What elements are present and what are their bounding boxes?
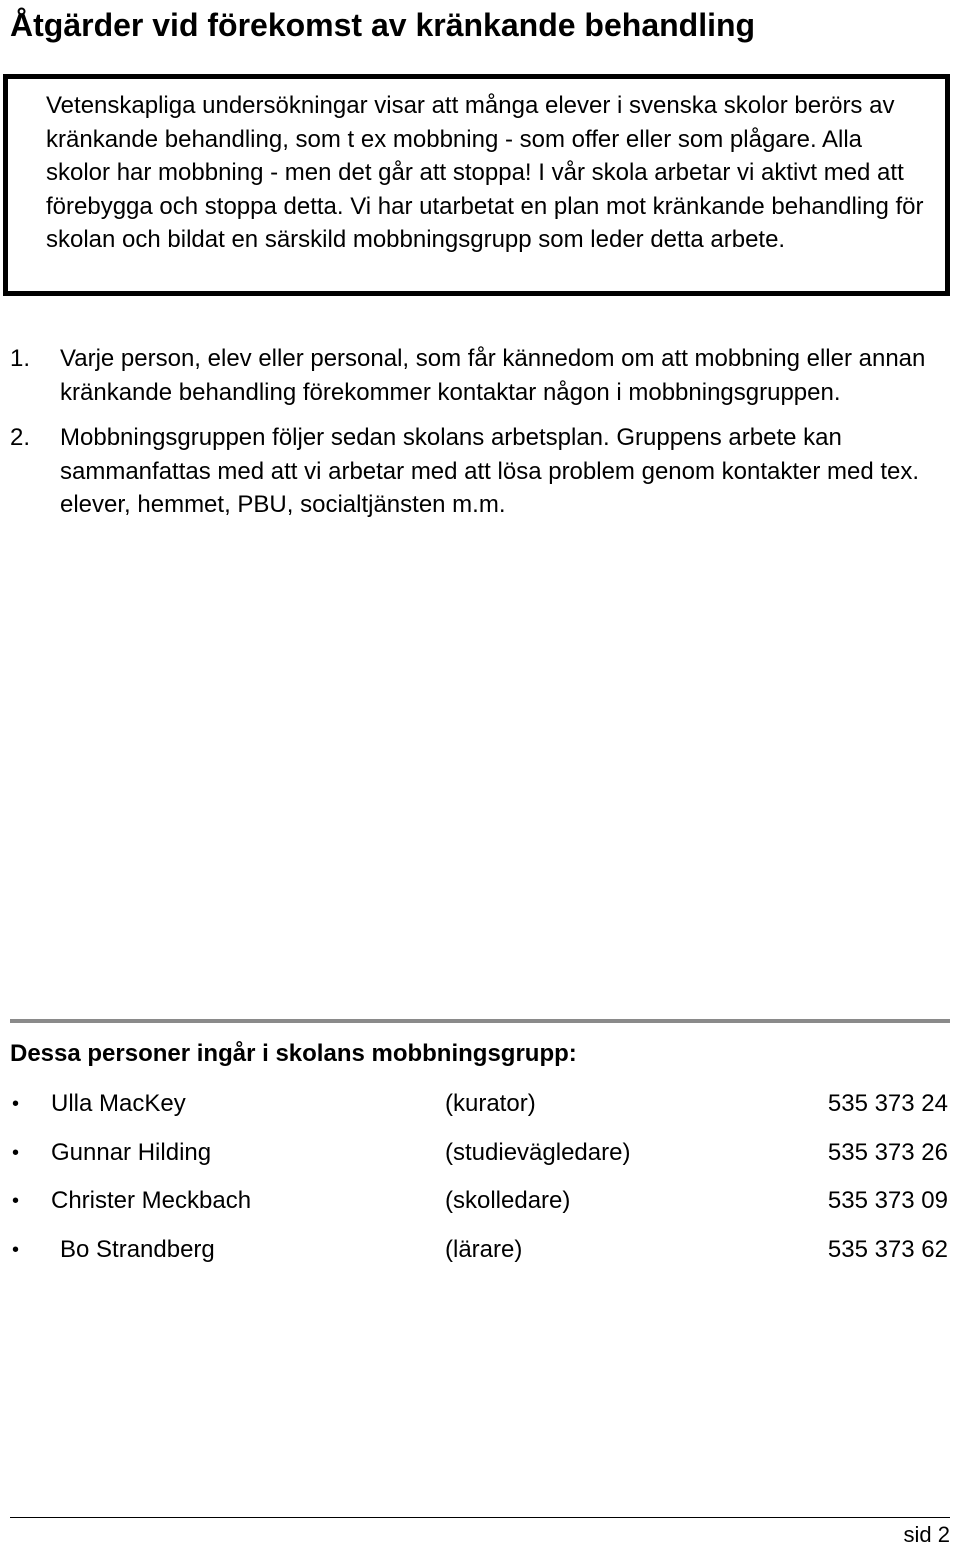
member-role: (skolledare): [445, 1187, 571, 1215]
group-heading: Dessa personer ingår i skolans mobbningsgrupp:: [10, 1040, 577, 1067]
step-text: Varje person, elev eller personal, som får kännedom om att mobbning eller annan kränkande behandling förekommer kontaktar någon i mobbningsgruppen.: [60, 345, 926, 406]
section-divider: [10, 1019, 950, 1023]
member-phone: 535 373 24: [827, 1090, 948, 1117]
member-role: (lärare): [445, 1236, 523, 1264]
member-row: [10, 1231, 950, 1280]
member-phone: 535 373 09: [827, 1187, 948, 1215]
page-title: Åtgärder vid förekomst av kränkande behandling: [10, 7, 756, 43]
step-item: [10, 421, 950, 522]
bullet-icon: •: [12, 1141, 20, 1164]
intro-text: Vetenskapliga undersökningar visar att många elever i svenska skolor berörs av kränkande behandling, som t ex mobbning - som offer eller som plågare. Alla skolor har mobbning - men det går att stoppa! I vår skola arbetar vi aktivt med att förebygga och stoppa detta. Vi har utarbetat en plan mot kränkande behandling för skolan och bildat en särskild mobbningsgrupp som leder detta arbete.: [46, 92, 924, 253]
member-row: [10, 1085, 950, 1134]
bullet-icon: •: [12, 1093, 20, 1115]
member-name: Bo Strandberg: [60, 1236, 215, 1264]
page-number: sid 2: [903, 1522, 950, 1547]
member-row: [10, 1134, 950, 1183]
bullet-icon: •: [12, 1239, 20, 1262]
step-number: 1.: [10, 345, 31, 372]
member-row: [10, 1182, 950, 1231]
footer-divider: [10, 1517, 950, 1518]
member-name: Gunnar Hilding: [51, 1138, 212, 1166]
steps-list: [10, 342, 950, 534]
step-text: Mobbningsgruppen följer sedan skolans arbetsplan. Gruppens arbete kan sammanfattas med att vi arbetar med att lösa problem genom kontakter med tex. elever, hemmet, PBU, socialtjänsten m.m.: [60, 424, 920, 518]
member-list: [10, 1085, 950, 1280]
member-role: (kurator): [445, 1090, 536, 1117]
member-name: Christer Meckbach: [51, 1187, 252, 1215]
member-phone: 535 373 26: [827, 1138, 948, 1166]
member-name: Ulla MacKey: [51, 1090, 186, 1117]
member-phone: 535 373 62: [827, 1236, 948, 1264]
member-role: (studievägledare): [445, 1138, 631, 1166]
step-number: 2.: [10, 424, 31, 451]
intro-box: [3, 74, 950, 296]
step-item: [10, 342, 950, 409]
bullet-icon: •: [12, 1190, 20, 1213]
